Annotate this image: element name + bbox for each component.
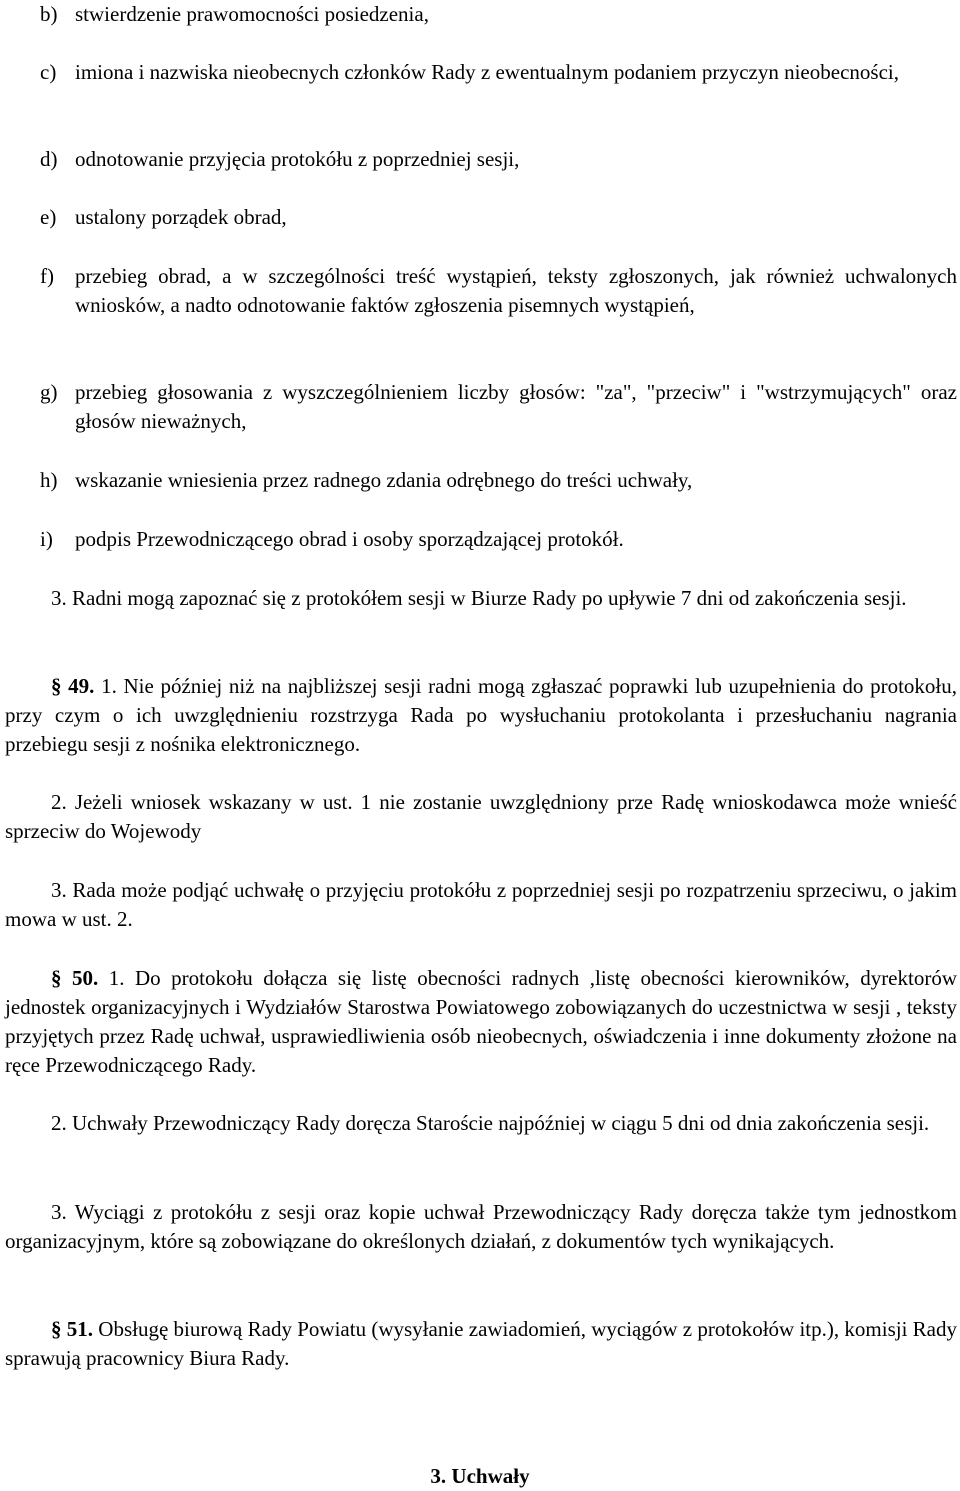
paragraph-text: 2. Jeżeli wniosek wskazany w ust. 1 nie zostanie uwzględniony prze Radę wnioskodawca może wnieść sprzeciw do Wojewody xyxy=(5,790,957,843)
list-item-d xyxy=(40,145,957,174)
list-item-c xyxy=(40,58,957,87)
list-item-label: g) xyxy=(40,380,58,404)
section-51 xyxy=(5,1315,957,1373)
list-item-label: f) xyxy=(40,264,54,288)
list-item-text: przebieg obrad, a w szczególności treść wystąpień, teksty zgłoszonych, jak również uchwalonych wniosków, a nadto odnotowanie faktów zgłoszenia pisemnych wystąpień, xyxy=(75,264,957,317)
list-item-text: imiona i nazwiska nieobecnych członków Rady z ewentualnym podaniem przyczyn nieobecności, xyxy=(75,60,899,84)
list-item-text: wskazanie wniesienia przez radnego zdania odrębnego do treści uchwały, xyxy=(75,468,693,492)
list-item-text: odnotowanie przyjęcia protokółu z poprzedniej sesji, xyxy=(75,147,520,171)
list-item-e xyxy=(40,203,957,232)
section-50-paragraph-2 xyxy=(5,1109,957,1138)
list-item-text: stwierdzenie prawomocności posiedzenia, xyxy=(75,2,429,26)
list-item-label: c) xyxy=(40,60,57,84)
list-item-i xyxy=(40,525,957,554)
section-number: 51. xyxy=(61,1317,94,1341)
list-item-b xyxy=(40,0,957,29)
paragraph-text: 2. Uchwały Przewodniczący Rady doręcza Staroście najpóźniej w ciągu 5 dni od dnia zakończenia sesji. xyxy=(51,1111,930,1135)
list-item-label: b) xyxy=(40,2,58,26)
paragraph-text: 3. Rada może podjąć uchwałę o przyjęciu protokółu z poprzedniej sesji po rozpatrzeniu sprzeciwu, o jakim mowa w ust. 2. xyxy=(5,878,957,931)
list-item-label: d) xyxy=(40,147,58,171)
paragraph-text: 3. Wyciągi z protokółu z sesji oraz kopie uchwał Przewodniczący Rady doręcza także tym jednostkom organizacyjnym, które są zobowiązane do określonych działań, z dokumentów tych wynikających. xyxy=(5,1200,957,1253)
section-sign: § xyxy=(51,1317,62,1341)
section-sign: § xyxy=(51,966,62,990)
paragraph-text: 1. Do protokołu dołącza się listę obecności radnych ,listę obecności kierowników, dyrektorów jednostek organizacyjnych i Wydziałów Starostwa Powiatowego zobowiązanych do uczestnictwa w sesji , teksty przyjętych przez Radę uchwał, usprawiedliwienia osób nieobecnych, oświadczenia i inne dokumenty złożone na ręce Przewodniczącego Rady. xyxy=(5,966,957,1077)
section-50-paragraph-3 xyxy=(5,1198,957,1256)
paragraph-text: 1. Nie później niż na najbliższej sesji radni mogą zgłaszać poprawki lub uzupełnienia do protokołu, przy czym o ich uwzględnieniu rozstrzyga Rada po wysłuchaniu protokolanta i przesłuchaniu nagrania przebiegu sesji z nośnika elektronicznego. xyxy=(5,674,957,756)
section-number: 49. xyxy=(61,674,95,698)
section-50-paragraph-1 xyxy=(5,964,957,1080)
paragraph-3 xyxy=(5,584,957,613)
list-item-text: przebieg głosowania z wyszczególnieniem liczby głosów: "za", "przeciw" i "wstrzymujących" oraz głosów nieważnych, xyxy=(75,380,957,433)
section-49-paragraph-1 xyxy=(5,672,957,759)
list-item-g xyxy=(40,378,957,436)
list-item-text: podpis Przewodniczącego obrad i osoby sporządzającej protokół. xyxy=(75,527,624,551)
list-item-text: ustalony porządek obrad, xyxy=(75,205,287,229)
section-sign: § xyxy=(51,674,62,698)
list-item-label: i) xyxy=(40,527,53,551)
paragraph-text: Obsługę biurową Rady Powiatu (wysyłanie zawiadomień, wyciągów z protokołów itp.), komisji Rady sprawują pracownicy Biura Rady. xyxy=(5,1317,958,1370)
list-item-f xyxy=(40,262,957,320)
paragraph-text: Radni mogą zapoznać się z protokółem sesji w Biurze Rady po upływie 7 dni od zakończenia sesji. xyxy=(66,586,907,610)
list-item-label: e) xyxy=(40,205,57,229)
paragraph-number: 3. xyxy=(51,586,67,610)
section-number: 50. xyxy=(61,966,99,990)
list-item-label: h) xyxy=(40,468,58,492)
chapter-heading: 3. Uchwały xyxy=(430,1464,530,1488)
section-49-paragraph-2 xyxy=(5,788,957,846)
list-item-h xyxy=(40,466,957,495)
section-49-paragraph-3 xyxy=(5,876,957,934)
